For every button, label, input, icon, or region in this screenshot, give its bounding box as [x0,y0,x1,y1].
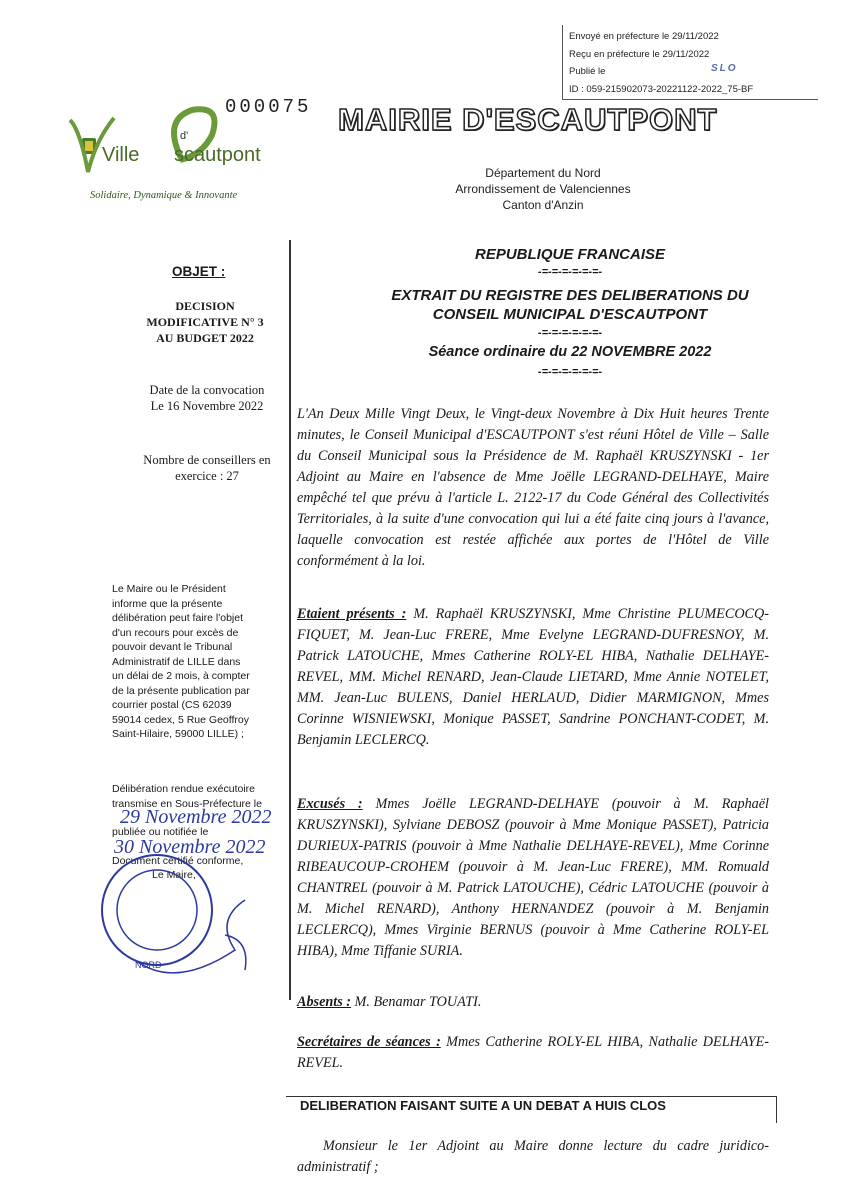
arrondissement: Arrondissement de Valenciennes [455,182,631,196]
recours-line: un délai de 2 mois, à compter [112,670,250,682]
objet-label: OBJET : [172,264,226,279]
page-title: MAIRIE D'ESCAUTPONT [338,102,718,137]
conseillers-count [112,452,302,484]
republique-heading: REPUBLIQUE FRANCAISE [474,246,665,263]
convocation-date [112,382,302,414]
prefecture-signature: SLO [711,63,738,74]
logo-slogan: Solidaire, Dynamique & Innovante [90,190,238,201]
excuses-paragraph [297,794,769,962]
decision-line-2: MODIFICATIVE N° 3 [146,315,264,329]
recours-line: Administratif de LILLE dans [112,655,241,668]
recours-line: Le Maire ou le Président [112,583,226,595]
intro-paragraph: L'An Deux Mille Vingt Deux, le Vingt-deux Novembre à Dix Huit heures Trente minutes, le Conseil Municipal d'ESCAUTPONT s'est réuni Hôtel de Ville – Salle du Conseil Municipal sous la Présidence de M. Raphaël KRUSZYNSKI - 1er Adjoint au Maire en l'absence de Mme Joëlle LEGRAND-DELHAYE, Maire empêché tel que prévu à l'article L. 2122-17 du Code Général des Collectivités Territoriales, à la suite d'une convocation qui lui a été faite cinq jours à l'avance, laquelle convocation est restée affichée aux portes de l'Hôtel de Ville conformément à la loi. [297,406,769,569]
excuses-label: Excusés : [297,796,363,812]
decision-title [120,298,290,346]
recours-line: de la présente publication par [112,684,250,697]
prefecture-sent: Envoyé en préfecture le 29/11/2022 [569,31,719,42]
huis-clos-heading: DELIBERATION FAISANT SUITE A UN DEBAT A HUIS CLOS [300,1098,666,1113]
canton: Canton d'Anzin [502,198,584,212]
presents-list: M. Raphaël KRUSZYNSKI, Mme Christine PLUMECOCQ-FIQUET, M. Jean-Luc FRERE, Mme Evelyne LEGRAND-DUFRESNOY, M. Patrick LATOUCHE, Mmes Catherine ROLY-EL HIBA, Nathalie DELHAYE-REVEL, MM. Michel RENARD, Jean-Claude LIETARD, Mme Annie NOTELET, MM. Jean-Luc BULENS, Daniel HERLAUD, Didier MARMIGNON, Mmes Corinne WISNIEWSKI, Monique PASSET, Sandrine PONCHANT-CODET, M. Benjamin LECLERCQ. [297,606,769,748]
separator-2: -=-=-=-=-=-=- [537,327,603,339]
recours-line: pouvoir devant le Tribunal [112,641,233,653]
presents-label: Etaient présents : [297,606,407,622]
register-number: 000075 [225,96,312,118]
excuses-list: Mmes Joëlle LEGRAND-DELHAYE (pouvoir à M. Raphaël KRUSZYNSKI), Sylviane DEBOSZ (pouvoir à Mme Monique PASSET), Patricia DURIEUX-PATRIS (pouvoir à Mme Nathalie DELHAYE-REVEL), Mme Corinne RIBEAUCOUP-CROHEM (pouvoir à M. Jean-Luc FRERE), MM. Romuald CHANTREL (pouvoir à M. Patrick LATOUCHE), Cédric LATOUCHE (pouvoir à M. Michel RENARD), Anthony HERNANDEZ (pouvoir à M. Benjamin LECLERCQ), Mmes Virginie BERNUS (pouvoir à Mme Catherine ROLY-EL HIBA), Mme Tiffanie SURIA. [297,796,769,959]
decision-line-3: AU BUDGET 2022 [156,331,254,345]
prefecture-received: Reçu en préfecture le 29/11/2022 [569,49,710,60]
secretaires-paragraph [297,1032,769,1074]
prefecture-id: ID : 059-215902073-20221122-2022_75-BF [569,84,754,95]
absents-label: Absents : [297,994,351,1010]
prefecture-published: Publié le [569,66,606,77]
convocation-value: Le 16 Novembre 2022 [150,399,264,413]
exec-line: publiée ou notifiée le [112,826,209,838]
recours-line: Saint-Hilaire, 59000 LILLE) ; [112,728,244,740]
town-seal-icon [95,840,255,1000]
conseillers-value: exercice : 27 [175,469,239,483]
exec-line: Le Maire, [152,869,196,881]
separator-1: -=-=-=-=-=-=- [537,266,603,278]
town-logo [62,100,272,220]
conseillers-label: Nombre de conseillers en [143,453,271,467]
extrait-line-1: EXTRAIT DU REGISTRE DES DELIBERATIONS DU [391,287,749,304]
decision-line-1: DECISION [175,299,235,313]
recours-notice [112,582,282,742]
presents-paragraph [297,604,769,751]
recours-line: délibération peut faire l'objet [112,612,244,624]
recours-line: d'un recours pour excès de [112,626,239,639]
extrait-line-2: CONSEIL MUNICIPAL D'ESCAUTPONT [432,306,708,323]
extrait-heading [300,286,840,324]
column-divider [289,240,291,1000]
handwritten-date-2: 30 Novembre 2022 [114,836,266,858]
absents-paragraph [297,992,769,1013]
separator-3: -=-=-=-=-=-=- [537,366,603,378]
department: Département du Nord [485,166,601,180]
recours-line: 59014 cedex, 5 Rue Geoffroy [112,713,249,726]
prefecture-stamp-box [562,25,818,100]
logo-escautpont: scautpont [174,144,261,166]
exec-line: Délibération rendue exécutoire [112,783,256,795]
logo-ville: Ville [102,144,140,166]
exec-line: transmise en Sous-Préfecture le [112,797,262,810]
lecture-paragraph: Monsieur le 1er Adjoint au Maire donne lecture du cadre juridico-administratif ; [297,1138,769,1175]
convocation-label: Date de la convocation [149,383,265,397]
recours-line: courrier postal (CS 62039 [112,699,232,711]
secretaires-label: Secrétaires de séances : [297,1034,441,1050]
absents-list: M. Benamar TOUATI. [351,994,482,1010]
logo-d: d' [180,130,189,142]
handwritten-date-1: 29 Novembre 2022 [120,806,272,828]
recours-line: informe que la présente [112,597,223,610]
seal-bottom-text: NORD [135,960,162,970]
secretaires-list: Mmes Catherine ROLY-EL HIBA, Nathalie DELHAYE-REVEL. [297,1034,770,1071]
exec-line: Document certifié conforme, [112,854,244,867]
seance-heading: Séance ordinaire du 22 NOVEMBRE 2022 [428,344,712,360]
